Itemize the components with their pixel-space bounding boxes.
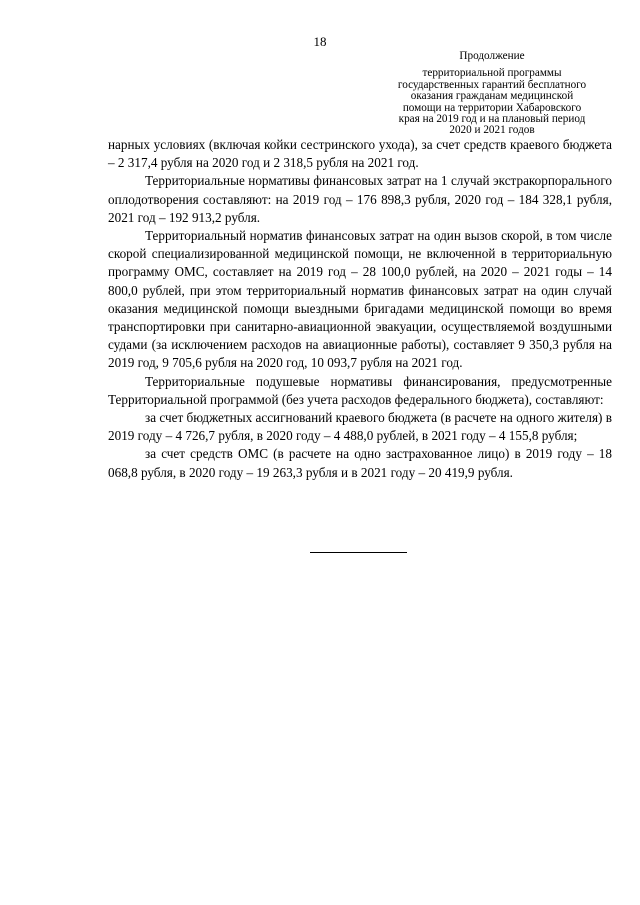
continuation-header xyxy=(372,51,612,137)
paragraph-regional-budget: за счет бюджетных ассигнований краевого бюджета (в расчете на одного жителя) в 2019 году – 4 726,7 рубля, в 2020 году – 4 488,0 рублей, в 2021 году – 4 155,8 рубля; xyxy=(108,410,612,444)
header-line: 2020 и 2021 годов xyxy=(449,124,535,137)
header-line: оказания гражданам медицинской xyxy=(410,90,574,103)
paragraph-ambulance-norms: Территориальный норматив финансовых затрат на один вызов скорой, в том числе скорой специализированной медицинской помощи, не включенной в территориальную программу ОМС, составляет на 2019 год – 28 100,0 рублей, на 2020 – 2021 годы – 14 800,0 рублей, при этом территориальный норматив финансовых затрат на один случай оказания медицинской помощи выездными бригадами медицинской помощи во время транспортировки при санитарно-авиационной эвакуации, осуществляемой воздушными судами (за исключением расходов на авиационные работы), составляет 9 350,3 рубля на 2019 год, 9 705,6 рубля на 2020 год, 10 093,7 рубля на 2021 год. xyxy=(108,228,612,371)
header-line: государственных гарантий бесплатного xyxy=(397,78,587,91)
paragraph-continuation: нарных условиях (включая койки сестринского ухода), за счет средств краевого бюджета – 2 317,4 рубля на 2020 год и 2 318,5 рубля на 2021 год. xyxy=(108,137,612,171)
paragraph-per-capita-norms: Территориальные подушевые нормативы финансирования, предусмотренные Территориальной программой (без учета расходов федерального бюджета), составляют: xyxy=(108,373,612,407)
header-line: помощи на территории Хабаровского xyxy=(402,101,582,114)
header-line: края на 2019 год и на плановый период xyxy=(398,113,586,126)
header-line: территориальной программы xyxy=(422,67,562,80)
paragraph-oms-funds: за счет средств ОМС (в расчете на одно застрахованное лицо) в 2019 году – 18 068,8 рубля, в 2020 году – 19 263,3 рубля и в 2021 году – 20 419,9 рубля. xyxy=(108,446,612,480)
document-body xyxy=(108,136,612,482)
end-divider xyxy=(310,552,407,553)
page-number: 18 xyxy=(313,34,327,49)
continuation-label: Продолжение xyxy=(459,50,525,62)
paragraph-ivf-norms: Территориальные нормативы финансовых затрат на 1 случай экстракорпорального оплодотворения составляют: на 2019 год – 176 898,3 рубля, 2020 год – 184 328,1 рубля, 2021 год – 192 913,2 рубля. xyxy=(108,173,612,225)
